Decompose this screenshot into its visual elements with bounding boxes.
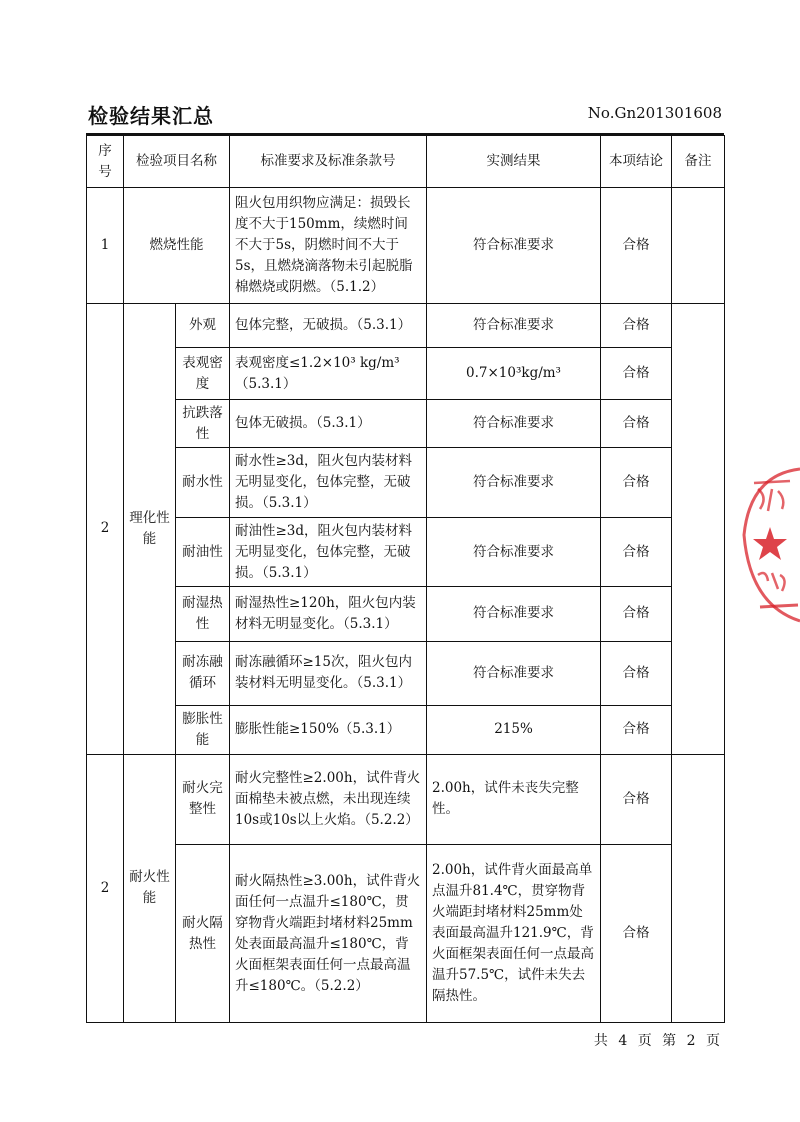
header-item: 检验项目名称 — [124, 136, 230, 188]
row-no: 2 — [87, 303, 124, 754]
table-row — [87, 400, 725, 447]
table-row — [87, 587, 725, 641]
item-name: 燃烧性能 — [124, 188, 230, 303]
sub-item-name: 耐油性 — [176, 518, 230, 587]
result: 2.00h，试件背火面最高单点温升81.4℃，贯穿物背火端距封堵材料25mm处表面最高温升121.9℃，背火面框架表面任何一点最高温升57.5℃，试件未失去隔热性。 — [427, 845, 601, 1023]
result: 符合标准要求 — [427, 400, 601, 447]
conclusion: 合格 — [601, 518, 672, 587]
requirement: 耐火隔热性≥3.00h，试件背火面任何一点温升≤180℃，贯穿物背火端距封堵材料25mm处表面最高温升≤180℃，背火面框架表面任何一点最高温升≤180℃。（5.2.2） — [230, 845, 427, 1023]
requirement: 包体完整，无破损。（5.3.1） — [230, 303, 427, 347]
table-row — [87, 754, 725, 845]
result: 符合标准要求 — [427, 188, 601, 303]
page-title: 检验结果汇总 — [88, 104, 214, 128]
sub-item-name: 表观密度 — [176, 347, 230, 399]
result: 符合标准要求 — [427, 447, 601, 518]
table-row — [87, 303, 725, 347]
result: 符合标准要求 — [427, 518, 601, 587]
category-name: 耐火性能 — [124, 754, 176, 1023]
table-header-row — [87, 136, 725, 188]
table-row — [87, 641, 725, 706]
header-requirement: 标准要求及标准条款号 — [230, 136, 427, 188]
header-note: 备注 — [672, 136, 725, 188]
header-result: 实测结果 — [427, 136, 601, 188]
note — [672, 188, 725, 303]
conclusion: 合格 — [601, 447, 672, 518]
note — [672, 303, 725, 754]
sub-item-name: 耐冻融循环 — [176, 641, 230, 706]
sub-item-name: 耐水性 — [176, 447, 230, 518]
sub-item-name: 抗跌落性 — [176, 400, 230, 447]
row-no: 1 — [87, 188, 124, 303]
page-footer: 共 4 页 第 2 页 — [593, 1033, 720, 1049]
table-row — [87, 518, 725, 587]
conclusion: 合格 — [601, 188, 672, 303]
result: 0.7×10³kg/m³ — [427, 347, 601, 399]
row-no: 2 — [87, 754, 124, 1023]
category-name: 理化性能 — [124, 303, 176, 754]
table-row — [87, 706, 725, 754]
header-no: 序号 — [87, 136, 124, 188]
red-seal-stamp — [738, 465, 800, 625]
conclusion: 合格 — [601, 303, 672, 347]
table-row — [87, 188, 725, 303]
result: 符合标准要求 — [427, 303, 601, 347]
result: 符合标准要求 — [427, 641, 601, 706]
note — [672, 754, 725, 1023]
sub-item-name: 耐火完整性 — [176, 754, 230, 845]
requirement: 耐火完整性≥2.00h，试件背火面棉垫未被点燃，未出现连续10s或10s以上火焰。（5.2.2） — [230, 754, 427, 845]
sub-item-name: 耐湿热性 — [176, 587, 230, 641]
conclusion: 合格 — [601, 587, 672, 641]
requirement: 阻火包用织物应满足：损毁长度不大于150mm，续燃时间不大于5s，阴燃时间不大于5s，且燃烧滴落物未引起脱脂棉燃烧或阴燃。（5.1.2） — [230, 188, 427, 303]
table-row — [87, 447, 725, 518]
conclusion: 合格 — [601, 400, 672, 447]
conclusion: 合格 — [601, 845, 672, 1023]
sub-item-name: 耐火隔热性 — [176, 845, 230, 1023]
result: 215% — [427, 706, 601, 754]
result: 符合标准要求 — [427, 587, 601, 641]
requirement: 包体无破损。（5.3.1） — [230, 400, 427, 447]
requirement: 耐冻融循环≥15次，阻火包内装材料无明显变化。（5.3.1） — [230, 641, 427, 706]
requirement: 耐油性≥3d，阻火包内装材料无明显变化，包体完整，无破损。（5.3.1） — [230, 518, 427, 587]
conclusion: 合格 — [601, 754, 672, 845]
result: 2.00h，试件未丧失完整性。 — [427, 754, 601, 845]
requirement: 表观密度≤1.2×10³ kg/m³（5.3.1） — [230, 347, 427, 399]
conclusion: 合格 — [601, 641, 672, 706]
conclusion: 合格 — [601, 706, 672, 754]
document-number: No.Gn201301608 — [587, 104, 722, 122]
header-conclusion: 本项结论 — [601, 136, 672, 188]
table-row — [87, 845, 725, 1023]
conclusion: 合格 — [601, 347, 672, 399]
table-row — [87, 347, 725, 399]
requirement: 膨胀性能≥150%（5.3.1） — [230, 706, 427, 754]
sub-item-name: 外观 — [176, 303, 230, 347]
results-table — [86, 135, 725, 1023]
requirement: 耐湿热性≥120h，阻火包内装材料无明显变化。（5.3.1） — [230, 587, 427, 641]
sub-item-name: 膨胀性能 — [176, 706, 230, 754]
requirement: 耐水性≥3d，阻火包内装材料无明显变化，包体完整，无破损。（5.3.1） — [230, 447, 427, 518]
